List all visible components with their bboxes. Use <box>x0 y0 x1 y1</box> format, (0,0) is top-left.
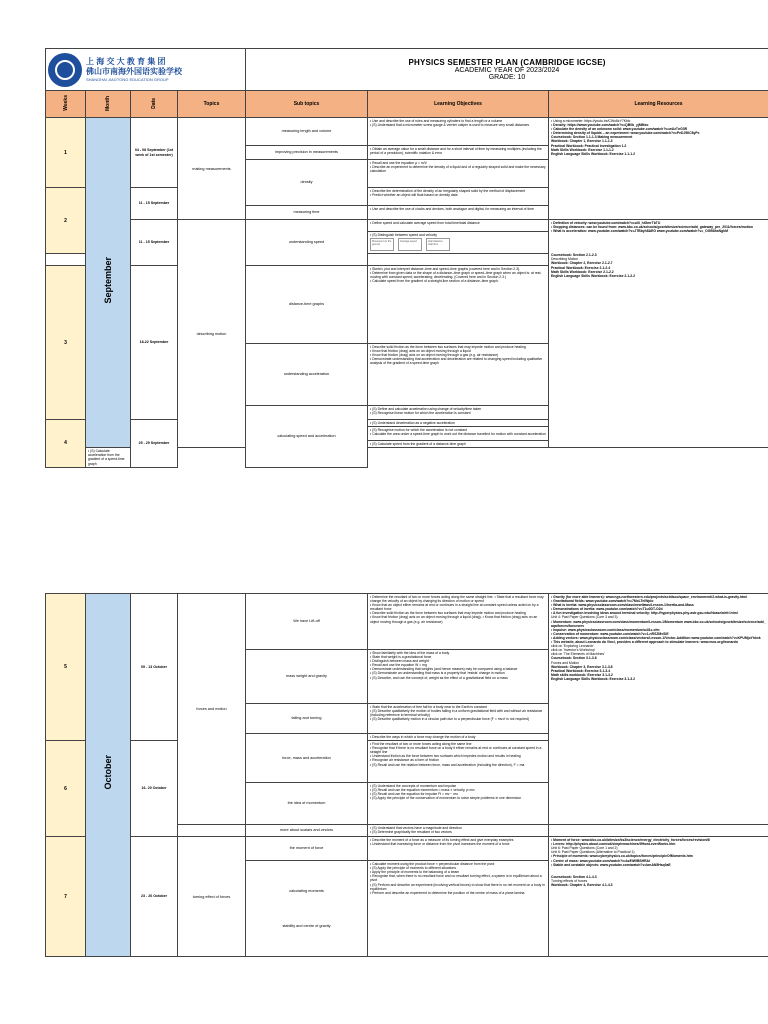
week-4: 4 <box>46 420 86 468</box>
subtopic-moment-of-force: the moment of force <box>246 837 368 861</box>
subtopic-falling-turning: falling and turning <box>246 704 368 734</box>
plan-table-1 <box>45 48 768 468</box>
col-month: Month <box>86 91 131 118</box>
objective-cell: • Define speed and calculate average speed from total time/total distance <box>368 220 549 232</box>
date-week-6: 16- 20 October <box>131 741 178 837</box>
topic-forces-and-motion: forces and motion <box>178 594 246 825</box>
logo-cn-line2: 佛山市南海外国语实验学校 <box>86 67 182 76</box>
subtopic-improving-precision: improving precision in measurements <box>246 146 368 160</box>
col-objectives: Learning Objectives <box>368 91 549 118</box>
topic-making-measurements: making measurements <box>178 118 246 220</box>
date-week-3: 18-22 September <box>131 266 178 420</box>
date-week-5: 09 - 13 October <box>131 594 178 741</box>
topic-describing-motion: describing motion <box>178 220 246 448</box>
school-seal-icon <box>48 53 82 87</box>
col-weeks: Weeks <box>46 91 86 118</box>
objective-cell: • Determine the resultant of two or more forces acting along the same straight line. • State that a resultant force may change the velocity of an object by changing its direction of motion or speed • Know that an object either remains at rest or continues in a straight line at constant speed unless acted on by a resultant force • Describe solid friction as the force between two surfaces that may impede motion and produce heating • Know that friction (drag) acts on an object moving through a liquid (drag). • Know that friction (drag) acts on an object moving through a gas (e.g. air resistance) <box>368 594 549 650</box>
objective-cell: • Recall and use the equation ρ = m/V • Describe an experiment to determine the density of a liquid and of a regularly shaped solid and make the necessary calculation <box>368 160 549 188</box>
plan-page-2 <box>45 593 768 957</box>
subtopic-measuring-length: measuring length and volume <box>246 118 368 146</box>
resources-cell-4: • Moment of force: www.bbc.co.uk/bitesize/ks3/science/energy_electricity_forces/forces/revision/6/ • Levers: http://physics.about.com/od/simplemachines/f/HowLeverWorks.htm Unit 6: Past Paper Questions (Core 1 and 2) Unit 6: Past Paper Questions (Alternative to Practical 1) • Principle of moments: www.cyberphysics.co.uk/topics/forces/principleOfMoments.htm • Centre of mass: www.youtube.com/watch?v=kzEiWIBSHRAI • Stable and unstable objects: www.youtube.com/watch?v=bmAN5Hsq0aE Coursebook: Section 4.1-4.3 Turning effects of forces Workbook: Chapter 4, Exercise 4.1-4.3 <box>549 837 768 957</box>
month-october: October <box>86 594 131 957</box>
objective-cell: • State that the acceleration of free fall for a body near to the Earth is constant • (S) Describe qualitatively the motion of bodies falling in a uniform gravitational field with and without air resistance (including reference to terminal velocity) • (S) Describe qualitatively motion in a circular path due to a perpendicular force (F = mv²/r is not required) <box>368 704 549 734</box>
speed-diagram: Movement on the ground Average speed total distance total time <box>370 238 546 251</box>
plan-title: PHYSICS SEMESTER PLAN (CAMBRIDGE IGCSE) <box>408 58 606 67</box>
objective-cell: • Calculate moment using the product force × perpendicular distance from the pivot • (S) Apply the principle of moments to different situations • Apply the principle of moments to the balancing of a beam • Recognise that, when there is no resultant force and no resultant turning effect, a system is in equilibrium about a pivot • (S) Perform and describe an experiment (involving vertical forces) to show that there is no net moment on a body in equilibrium • Perform and describe an experiment to determine the position of the centre of mass of a plane lamina <box>368 861 549 957</box>
week-1: 1 <box>46 118 86 188</box>
date-week-2: 11 - 15 September <box>131 220 178 266</box>
objective-cell: • (S) Understand deceleration as a negative acceleration <box>368 420 549 427</box>
objective-cell: • Describe the ways in which a force may change the motion of a body <box>368 734 549 741</box>
week-5: 5 <box>46 594 86 741</box>
subtopic-density: density <box>246 160 368 206</box>
week-2: 2 <box>46 188 86 254</box>
date-week-4: 25 - 29 September <box>131 420 178 468</box>
col-topics: Topics <box>178 91 246 118</box>
objective-cell: • Describe solid friction as the force between two surfaces that may impede motion and produce heating • Know that friction (drag) acts on an object moving through a liquid • Know that friction (drag) acts on an object moving through a gas (e.g. air resistance) • Demonstrate understanding that acceleration and deceleration are related to changing speed including qualitative analysis of the gradient of a speed-time graph <box>368 344 549 406</box>
objective-cell: • Show familiarity with the idea of the mass of a body • State that weight is a gravitational force • Distinguish between mass and weight • Recall and use the equation W = mg • Demonstrate understanding that weights (and hence masses) may be compared using a balance • (S) Demonstrate an understanding that mass is a property that 'resists' change in motion • (S) Describe, and use the concept of, weight as the effect of a gravitational field on a mass <box>368 650 549 704</box>
objective-cell: • Use and describe the use of clocks and devices, both analogue and digital, for measuring an interval of time <box>368 206 549 220</box>
school-logo <box>48 53 243 87</box>
subtopic-distance-time-graphs: distance-time graphs <box>246 266 368 344</box>
week-7: 7 <box>46 837 86 957</box>
col-date: Date <box>131 91 178 118</box>
objective-cell: • Obtain an average value for a small distance and for a short interval of time by measuring multiples (including the period of a pendulum), scientific notation & error <box>368 146 549 160</box>
table-row <box>46 837 768 861</box>
topic-spacer <box>178 825 246 837</box>
column-header-row <box>46 91 768 118</box>
subtopic-measuring-time: measuring time <box>246 206 368 220</box>
objective-cell: • Describe the determination of the density of an irregularly shaped solid by the method of displacement • Predict whether an object will float based on density data <box>368 188 549 206</box>
subtopic-understanding-speed: understanding speed <box>246 220 368 266</box>
subtopic-understanding-acceleration: understanding acceleration <box>246 344 368 406</box>
objective-cell: • (S) Distinguish between speed and velocity Movement on the ground Average speed total distance total time <box>368 232 549 254</box>
topic-turning-effect: turning effect of forces <box>178 837 246 957</box>
week-6: 6 <box>46 741 86 837</box>
objective-cell: • (S) Understand that vectors have a magnitude and direction • (S) Determine graphically the resultant of two vectors <box>368 825 549 837</box>
subtopic-scalars-vectors: more about scalars and vectors <box>246 825 368 837</box>
subtopics-moments-stability: calculating moments stability and centre of gravity <box>246 861 368 957</box>
title-cell <box>246 49 768 91</box>
objective-cell: • (S) Understand the concepts of momentum and impulse • (S) Recall and use the equation momentum = mass × velocity, p=mv • (S) Recall and use the equation for impulse Ft = mv − mu • (S) Apply the principle of the conservation of momentum to solve simple problems in one dimension <box>368 783 549 825</box>
objective-cell: • Sketch, plot and interpret distance–time and speed–time graphs (covered here and in Section 2.3). • Determine from given data or the shape of a distance–time graph or speed–time graph when an object is: at rest; moving with constant speed; accelerating; decelerating. (Covered here and in Section 2.3.) • Calculate speed from the gradient of a straight-line section of a distance–time graph. <box>368 266 549 344</box>
resources-cell-2: • Definition of velocity: www.youtube.com/watch?v=ulli_hiGmrTbTU • Stopping distances: can be found from: www.bbc.co.uk/schools/gcsebitesize/science/add_gateway_pre_2011/forces/motion • What is acceleration: www.youtube.com/watch?v=JTBbyh8AEG www.youtube.com/watch?v=_OGB8hsNgkM Coursebook: Section 2.1-2.3 Describing Motion Workbook: Chapter 2, Exercise 2.1-2.7 Practical Workbook: Exercise 2.1-2.4 Math Skills Workbook: Exercise 2.1-2.2 English Language Skills Workbook: Exercise 2.1-2.2 <box>549 220 768 448</box>
week-3: 3 <box>46 266 86 420</box>
table-row <box>46 118 768 146</box>
objective-cell: • (S) Calculate acceleration from the gradient of a speed-time graph <box>86 448 131 467</box>
objective-cell <box>46 254 86 266</box>
logo-cell <box>46 49 246 91</box>
logo-cn-line1: 上 海 交 大 教 育 集 团 <box>86 57 166 66</box>
objective-cell: • Use and describe the use of rules and measuring cylinders to find a length or a volume • (S) Understand that a micrometer screw gauge & vernier caliper is used to measure very small distances <box>368 118 549 146</box>
resources-cell-1: • Using a micrometer: https://youtu.be/CWo8zY7Kblc • Density: https://www.youtube.com/watch?v=QB0b_yjMMxo • Calculate the density of an unknown solid: www.youtube.com/watch?v=wUzTnG3R • Determining density of liquids – an experiment: www.youtube.com/watch?v=PeDJ9lIC8yPc Coursebook: Section 1.1-1.3 Making measurement Workbook: Chapter 1, Exercise 1.1-1.3 Practical Workbook: Practical investigation 1.2 Math Skills Workbook: Exercise 1.1-1.2 English Language Skills Workbook: Exercise 1.1-1.2 <box>549 118 768 220</box>
subtopic-force-mass-acceleration: force, mass and acceleration <box>246 734 368 783</box>
col-subtopics: Sub topics <box>246 91 368 118</box>
date-week-1: 04 - 08 September (1st week of 1st semester) <box>131 118 178 188</box>
subtopic-momentum: the idea of momentum <box>246 783 368 825</box>
subtopic-lift-off: We have Lift-off <box>246 594 368 650</box>
academic-year: ACADEMIC YEAR OF 2023/2024 <box>454 67 560 74</box>
date-week-7: 23 - 26 October <box>131 837 178 957</box>
table-row <box>46 594 768 650</box>
resources-cell-spacer <box>549 825 768 837</box>
subtopic-mass-weight-gravity: mass weight and gravity <box>246 650 368 704</box>
objective-cell: • (S) Define and calculate acceleration using change of velocity/time taken • (S) Recognise linear motion for which the acceleration is constant <box>368 406 549 420</box>
date-week-2a: 11 - 15 September <box>131 188 178 220</box>
objective-cell: • (S) Calculate speed from the gradient of a distance-time graph <box>368 441 549 448</box>
objective-cell: • (S) Recognise motion for which the acceleration is not constant • Calculate the area under a speed-time graph to work out the distance travelled for motion with constant acceleration <box>368 427 549 441</box>
plan-table-2 <box>45 593 768 957</box>
objective-cell: • Describe the moment of a force as a measure of its turning effect and give everyday examples • Understand that increasing force or distance from the pivot increases the moment of a force <box>368 837 549 861</box>
table-row <box>46 220 768 232</box>
plan-page-1 <box>45 48 768 468</box>
grade: GRADE: 10 <box>488 74 526 81</box>
col-resources: Learning Resources <box>549 91 768 118</box>
month-september: September <box>86 118 131 448</box>
logo-en: SHANGHAI JIAOTONG EDUCATION GROUP <box>86 77 169 82</box>
subtopic-calculating-speed: calculating speed and acceleration <box>246 406 368 468</box>
resources-cell-3: • Gravity (for more able learners): www.ngs.northwestern.edu/projects/scidisco/space_environment/2-what-is-gravity.html • Gravitational fields: www.youtube.com/watch?v=7MxLTelWpIo • What is inertia: www.physicsclassroom.com/class/newtlaws/Lesson-1/Inertia-and-Mass • Demonstrations of inertia: www.youtube.com/watch?v=T1u0DT-O2d • A fun investigation involving ideas around terminal velocity: http://hyperphysics.phy-astr.gsu.edu/hbase/airfri.html Unit 4: Past Paper Questions (Core 3 and 3) • Momentum: www.physicsclassroom.com/class/momentum/Lesson-1/Momentum www.bbc.co.uk/schools/gcsebitesize/science/add_aqa/forces/forcesrev • Impulse: www.physicsclassroom.com/class/momentum/u4l1c.cfm • Conservation of momentum: www.youtube.com/watch?v=1-nRSZMvSIE • Adding vectors: www.physicsclassroom.com/class/vectors/Lesson-1/Vector-Addition www.youtube.com/watch?v=KPUMjoYhkxk • This website, about Leonardo da Vinci, provides a different approach to stimulate learners: www.mos.org/leonardo click on 'Exploring Leonardo' click on 'Inventor's Workshop' click on 'The Elements of Machines' Coursebook: Section 3.1-3.6 Forces and Motion Workbook: Chapter 3, Exercise 3.1-3.8 Practical Workbook: Exercise 3.1-3.4 Math skills workbook: Exercise 3.1-3.2 English Language Skills Workbook: Exercise 3.1-3.2 <box>549 594 768 825</box>
objective-cell: • Find the resultant of two or more forces acting along the same line • Recognise that if there is no resultant force on a body it either remains at rest or continues at constant speed in a straight line • Understand friction as the force between two surfaces which impedes motion and results in heating • Recognise air resistance as a form of friction • (S) Recall and use the relation between force, mass and acceleration (including the direction), F = ma <box>368 741 549 783</box>
header-row <box>46 49 768 91</box>
